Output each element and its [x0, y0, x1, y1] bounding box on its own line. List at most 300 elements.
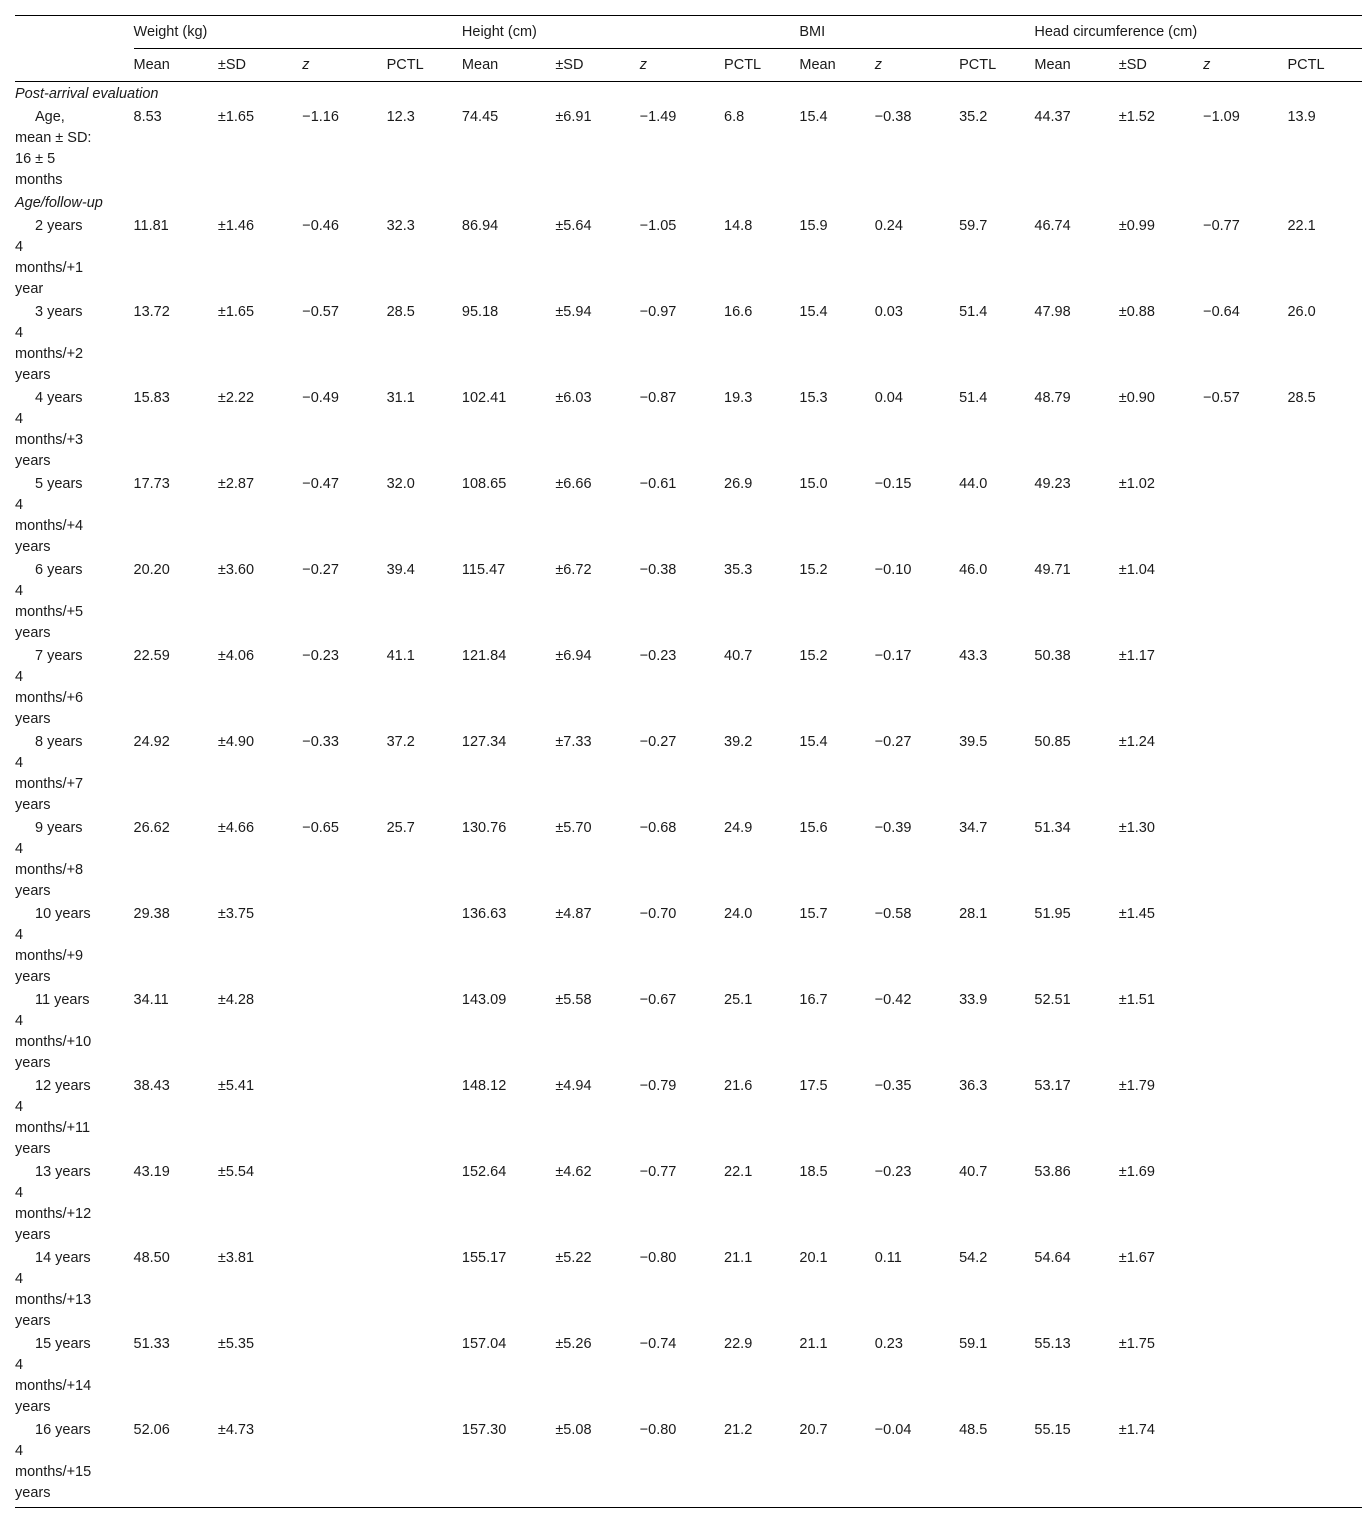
table-cell: 48.5: [959, 1418, 1034, 1508]
table-cell: ±0.90: [1118, 390, 1155, 406]
table-cell: [302, 902, 386, 988]
table-cell: 21.2: [724, 1418, 799, 1508]
table-cell: 143.09: [461, 992, 507, 1008]
column-header-row: [15, 49, 1362, 82]
table-cell: ±5.70: [555, 820, 592, 836]
table-row: [15, 730, 1362, 816]
row-label-line: months/+1: [15, 260, 84, 276]
row-label-line: years: [15, 453, 51, 469]
table-cell: −0.64: [1203, 304, 1240, 320]
table-cell: 0.03: [874, 304, 903, 320]
table-cell: [387, 1246, 462, 1332]
table-cell: [387, 1418, 462, 1508]
table-row: [15, 386, 1362, 472]
table-cell: 108.65: [461, 476, 507, 492]
table-cell: [1203, 1074, 1287, 1160]
table-cell: 29.38: [133, 906, 170, 922]
table-cell: 39.5: [959, 734, 988, 750]
row-label: [15, 1332, 134, 1418]
table-cell: −0.80: [640, 1418, 724, 1508]
row-label-line: 3 years: [35, 304, 83, 320]
table-cell: 52.51: [1034, 992, 1071, 1008]
table-cell: 74.45: [461, 109, 499, 125]
table-cell: 41.1: [386, 648, 415, 664]
table-cell: 50.85: [1034, 734, 1071, 750]
table-cell: 53.86: [1034, 1164, 1071, 1180]
row-label-line: 4: [15, 1099, 24, 1115]
table-cell: −0.17: [874, 648, 912, 664]
table-row: [15, 644, 1362, 730]
table-cell: −0.15: [874, 476, 912, 492]
row-label-line: 4: [15, 1185, 24, 1201]
table-cell: [387, 988, 462, 1074]
table-cell: [1203, 472, 1287, 558]
table-cell: −1.16: [302, 109, 339, 125]
table-cell: ±4.87: [555, 906, 592, 922]
table-cell: 54.64: [1034, 1250, 1071, 1266]
table-cell: 15.83: [133, 390, 170, 406]
table-cell: 43.3: [959, 648, 988, 664]
table-cell: −0.38: [874, 109, 912, 125]
table-cell: ±4.73: [218, 1418, 302, 1508]
table-cell: −0.46: [302, 218, 339, 234]
column-header: z: [1203, 49, 1287, 82]
table-cell: 52.06: [134, 1418, 218, 1508]
row-label-line: 10 years: [35, 906, 91, 922]
group-bmi-header: BMI: [799, 16, 1034, 49]
table-cell: −0.57: [1203, 390, 1240, 406]
column-header: Mean: [134, 49, 218, 82]
row-label-line: Age,: [35, 109, 65, 125]
table-cell: 48.50: [133, 1250, 170, 1266]
table-cell: [1203, 644, 1287, 730]
row-label: [15, 386, 134, 472]
table-cell: ±7.33: [555, 734, 592, 750]
table-cell: −0.35: [874, 1078, 912, 1094]
table-cell: 18.5: [799, 1164, 828, 1180]
table-cell: [1287, 1074, 1362, 1160]
row-label-line: months/+12: [15, 1206, 92, 1222]
table-cell: 43.19: [133, 1164, 170, 1180]
table-cell: 0.11: [874, 1250, 902, 1266]
table-cell: 0.24: [874, 218, 903, 234]
row-label-line: years: [15, 1141, 51, 1157]
table-cell: −1.09: [1203, 109, 1240, 125]
group-height-header: Height (cm): [462, 16, 799, 49]
table-cell: [302, 1332, 386, 1418]
column-header: z: [640, 49, 724, 82]
table-cell: 39.4: [386, 562, 415, 578]
column-header: ±SD: [218, 49, 302, 82]
row-label-line: 12 years: [35, 1078, 91, 1094]
table-cell: 20.1: [799, 1250, 828, 1266]
table-cell: ±1.65: [217, 109, 255, 125]
table-cell: ±1.69: [1118, 1164, 1155, 1180]
table-cell: 15.4: [799, 109, 828, 125]
row-label-line: months/+6: [15, 690, 84, 706]
table-cell: −0.33: [302, 734, 339, 750]
table-cell: ±1.51: [1118, 992, 1155, 1008]
row-label-line: years: [15, 711, 51, 727]
table-cell: ±6.03: [555, 390, 592, 406]
table-cell: 55.15: [1034, 1418, 1118, 1508]
table-cell: 15.4: [799, 734, 828, 750]
table-cell: 36.3: [959, 1078, 988, 1094]
row-label-line: 4: [15, 927, 24, 943]
table-cell: 22.1: [724, 1164, 753, 1180]
table-cell: 26.0: [1287, 304, 1316, 320]
table-cell: −1.49: [639, 109, 677, 125]
table-row: [15, 105, 1362, 191]
table-cell: 15.2: [799, 648, 828, 664]
table-cell: −0.67: [639, 992, 677, 1008]
row-label-line: months/+4: [15, 518, 84, 534]
row-label-line: years: [15, 883, 51, 899]
table-row: [15, 472, 1362, 558]
table-cell: 24.9: [724, 820, 753, 836]
table-cell: [1287, 730, 1362, 816]
table-cell: −0.23: [874, 1164, 912, 1180]
table-cell: 24.0: [724, 906, 753, 922]
table-cell: [387, 902, 462, 988]
row-label-line: months/+14: [15, 1378, 92, 1394]
table-cell: 13.72: [133, 304, 170, 320]
row-label-line: 4: [15, 755, 24, 771]
column-header: PCTL: [1287, 49, 1362, 82]
table-cell: 37.2: [386, 734, 415, 750]
table-cell: [302, 1074, 386, 1160]
row-label-line: years: [15, 1485, 51, 1501]
table-cell: ±1.52: [1118, 109, 1155, 125]
table-cell: −0.38: [639, 562, 677, 578]
row-label-line: months/+10: [15, 1034, 92, 1050]
table-cell: 8.53: [133, 109, 162, 125]
table-cell: −0.10: [874, 562, 912, 578]
row-label: [15, 214, 134, 300]
table-cell: 16.7: [799, 992, 828, 1008]
table-cell: 28.5: [1287, 390, 1316, 406]
row-label-line: months/+9: [15, 948, 84, 964]
table-cell: [302, 1418, 386, 1508]
table-cell: −0.23: [302, 648, 339, 664]
table-cell: −0.70: [639, 906, 677, 922]
table-cell: [387, 1332, 462, 1418]
table-cell: 17.73: [133, 476, 170, 492]
table-cell: −0.27: [639, 734, 677, 750]
table-cell: 21.1: [724, 1250, 753, 1266]
table-cell: 26.9: [724, 476, 753, 492]
table-cell: 35.2: [959, 109, 988, 125]
row-label-line: months/+11: [15, 1120, 91, 1136]
table-cell: 11.81: [133, 218, 169, 234]
table-cell: ±4.94: [555, 1078, 592, 1094]
section-row: [15, 191, 1362, 214]
row-label: [15, 988, 134, 1074]
row-label-line: months/+2: [15, 346, 84, 362]
row-label: [15, 472, 134, 558]
table-cell: 136.63: [461, 906, 507, 922]
table-cell: 20.20: [133, 562, 170, 578]
table-cell: 0.23: [874, 1336, 903, 1352]
table-cell: [1203, 558, 1287, 644]
row-label-line: 16 years: [35, 1422, 91, 1438]
table-cell: −0.74: [639, 1336, 677, 1352]
table-cell: −0.61: [639, 476, 677, 492]
table-cell: 21.1: [799, 1336, 828, 1352]
table-cell: ±1.67: [1118, 1250, 1155, 1266]
table-cell: −0.97: [639, 304, 677, 320]
row-label-line: 8 years: [35, 734, 83, 750]
row-label-line: years: [15, 797, 51, 813]
table-cell: [1287, 1160, 1362, 1246]
table-cell: 51.4: [959, 304, 988, 320]
row-label-line: years: [15, 539, 51, 555]
table-cell: ±6.94: [555, 648, 592, 664]
section-row: [15, 82, 1362, 106]
table-cell: ±5.94: [555, 304, 592, 320]
row-label-line: 4: [15, 669, 24, 685]
row-label: [15, 105, 134, 191]
table-cell: [1287, 1332, 1362, 1418]
table-cell: 15.4: [799, 304, 828, 320]
table-row: [15, 214, 1362, 300]
table-cell: 48.79: [1034, 390, 1071, 406]
row-label: [15, 816, 134, 902]
table-cell: 35.3: [724, 562, 753, 578]
table-cell: 155.17: [461, 1250, 507, 1266]
table-cell: 16.6: [724, 304, 753, 320]
table-cell: ±1.79: [1118, 1078, 1155, 1094]
row-label-header: [15, 16, 134, 49]
table-cell: ±1.65: [217, 304, 255, 320]
row-label-line: years: [15, 625, 51, 641]
table-cell: 59.7: [959, 218, 988, 234]
table-cell: 25.7: [386, 820, 415, 836]
column-header: z: [875, 49, 959, 82]
table-cell: 44.37: [1034, 109, 1071, 125]
table-cell: ±1.74: [1119, 1418, 1203, 1508]
table-cell: 24.92: [133, 734, 170, 750]
table-cell: −0.58: [874, 906, 912, 922]
table-cell: −0.42: [874, 992, 912, 1008]
group-weight-header: Weight (kg): [134, 16, 462, 49]
table-cell: −0.68: [639, 820, 677, 836]
table-cell: 49.71: [1034, 562, 1071, 578]
table-cell: −0.47: [302, 476, 339, 492]
row-label-subheader: [15, 49, 134, 82]
column-header: ±SD: [1119, 49, 1203, 82]
row-label: [15, 558, 134, 644]
table-cell: [387, 1074, 462, 1160]
table-cell: 157.30: [462, 1418, 555, 1508]
table-cell: 6.8: [724, 109, 745, 125]
row-label-line: months/+8: [15, 862, 84, 878]
column-header: Mean: [799, 49, 874, 82]
table-cell: 13.9: [1287, 109, 1316, 125]
table-cell: [302, 988, 386, 1074]
table-cell: ±6.91: [555, 109, 592, 125]
table-cell: ±5.64: [555, 218, 592, 234]
table-cell: 46.0: [959, 562, 988, 578]
table-cell: 44.0: [959, 476, 988, 492]
row-label-line: years: [15, 1055, 51, 1071]
table-cell: 28.5: [386, 304, 415, 320]
table-cell: ±1.75: [1118, 1336, 1155, 1352]
table-cell: 20.7: [799, 1418, 874, 1508]
table-cell: −0.65: [302, 820, 339, 836]
table-cell: [1287, 558, 1362, 644]
table-cell: 15.6: [799, 820, 828, 836]
table-cell: 38.43: [133, 1078, 170, 1094]
table-cell: ±1.02: [1118, 476, 1155, 492]
table-cell: 0.04: [874, 390, 903, 406]
table-cell: ±4.62: [555, 1164, 592, 1180]
row-label-line: 4 years: [35, 390, 83, 406]
table-cell: ±5.54: [217, 1164, 255, 1180]
table-cell: 19.3: [724, 390, 753, 406]
table-cell: −0.04: [875, 1418, 959, 1508]
column-header: Mean: [1034, 49, 1118, 82]
table-row: [15, 988, 1362, 1074]
table-cell: −0.79: [639, 1078, 677, 1094]
table-row: [15, 1418, 1362, 1508]
table-cell: 33.9: [959, 992, 988, 1008]
row-label-line: 4: [15, 583, 24, 599]
table-cell: ±2.22: [217, 390, 255, 406]
table-row: [15, 558, 1362, 644]
table-cell: −0.23: [639, 648, 677, 664]
table-cell: 59.1: [959, 1336, 988, 1352]
table-cell: 15.3: [799, 390, 828, 406]
table-cell: 12.3: [386, 109, 415, 125]
table-cell: [1287, 902, 1362, 988]
table-cell: −0.49: [302, 390, 339, 406]
row-label-line: months: [15, 172, 63, 188]
group-header-row: [15, 16, 1362, 49]
table-cell: −0.57: [302, 304, 339, 320]
column-header: ±SD: [555, 49, 639, 82]
table-cell: [302, 1246, 386, 1332]
table-cell: −0.27: [302, 562, 339, 578]
table-cell: 95.18: [461, 304, 499, 320]
table-cell: 15.0: [799, 476, 828, 492]
table-cell: 15.2: [799, 562, 828, 578]
table-cell: −0.27: [874, 734, 912, 750]
table-cell: [1203, 730, 1287, 816]
row-label: [15, 1160, 134, 1246]
row-label-line: 16 ± 5: [15, 151, 56, 167]
table-cell: [1287, 816, 1362, 902]
table-row: [15, 300, 1362, 386]
table-cell: ±5.08: [555, 1418, 639, 1508]
table-cell: [1203, 816, 1287, 902]
row-label: [15, 902, 134, 988]
row-label-line: 13 years: [35, 1164, 91, 1180]
row-label: [15, 1246, 134, 1332]
row-label-line: months/+15: [15, 1464, 92, 1480]
row-label-line: 4: [15, 239, 24, 255]
table-cell: 121.84: [461, 648, 507, 664]
table-cell: 31.1: [386, 390, 415, 406]
row-label-line: 4: [15, 841, 24, 857]
table-cell: ±1.46: [217, 218, 255, 234]
row-label: [15, 644, 134, 730]
table-cell: 28.1: [959, 906, 988, 922]
table-cell: [1287, 472, 1362, 558]
table-cell: ±5.35: [217, 1336, 255, 1352]
row-label: [15, 1074, 134, 1160]
table-cell: ±1.24: [1118, 734, 1155, 750]
table-cell: 130.76: [461, 820, 507, 836]
table-cell: 22.1: [1287, 218, 1316, 234]
row-label-line: 4: [15, 1357, 24, 1373]
table-cell: ±4.90: [217, 734, 255, 750]
row-label-line: years: [15, 969, 51, 985]
row-label-line: months/+5: [15, 604, 84, 620]
table-cell: ±4.28: [217, 992, 255, 1008]
table-cell: [1203, 1418, 1287, 1508]
column-header: PCTL: [724, 49, 799, 82]
table-cell: 22.59: [133, 648, 170, 664]
table-cell: 49.23: [1034, 476, 1071, 492]
table-cell: ±5.26: [555, 1336, 592, 1352]
table-cell: [1287, 1246, 1362, 1332]
table-row: [15, 1160, 1362, 1246]
table-cell: 17.5: [799, 1078, 828, 1094]
section-title: Post-arrival evaluation: [15, 86, 159, 102]
table-cell: 51.4: [959, 390, 988, 406]
table-cell: [1203, 902, 1287, 988]
table-cell: 15.9: [799, 218, 828, 234]
table-cell: −1.05: [639, 218, 677, 234]
row-label-line: 14 years: [35, 1250, 91, 1266]
table-cell: 55.13: [1034, 1336, 1071, 1352]
row-label-line: 5 years: [35, 476, 83, 492]
column-header: PCTL: [959, 49, 1034, 82]
table-cell: 22.9: [724, 1336, 753, 1352]
table-cell: [1203, 988, 1287, 1074]
table-cell: 40.7: [959, 1164, 988, 1180]
table-cell: 47.98: [1034, 304, 1071, 320]
table-cell: [1287, 988, 1362, 1074]
table-cell: 32.0: [386, 476, 415, 492]
table-cell: 50.38: [1034, 648, 1071, 664]
table-cell: 15.7: [799, 906, 828, 922]
table-cell: ±1.17: [1118, 648, 1155, 664]
table-row: [15, 902, 1362, 988]
table-cell: 148.12: [461, 1078, 507, 1094]
table-row: [15, 1074, 1362, 1160]
table-cell: −0.39: [874, 820, 912, 836]
row-label-line: mean ± SD:: [15, 130, 92, 146]
table-header: [15, 16, 1362, 82]
group-head-circumference-header: Head circumference (cm): [1034, 16, 1362, 49]
table-cell: ±6.66: [555, 476, 592, 492]
table-cell: ±6.72: [555, 562, 592, 578]
table-cell: 54.2: [959, 1250, 988, 1266]
table-cell: ±4.06: [217, 648, 255, 664]
column-header: z: [302, 49, 386, 82]
table-cell: 157.04: [461, 1336, 507, 1352]
row-label-line: months/+13: [15, 1292, 92, 1308]
table-cell: [1203, 1246, 1287, 1332]
table-cell: 51.34: [1034, 820, 1071, 836]
table-cell: 32.3: [386, 218, 415, 234]
row-label: [15, 730, 134, 816]
table-cell: 34.7: [959, 820, 988, 836]
table-cell: ±3.75: [217, 906, 255, 922]
table-cell: [387, 1160, 462, 1246]
